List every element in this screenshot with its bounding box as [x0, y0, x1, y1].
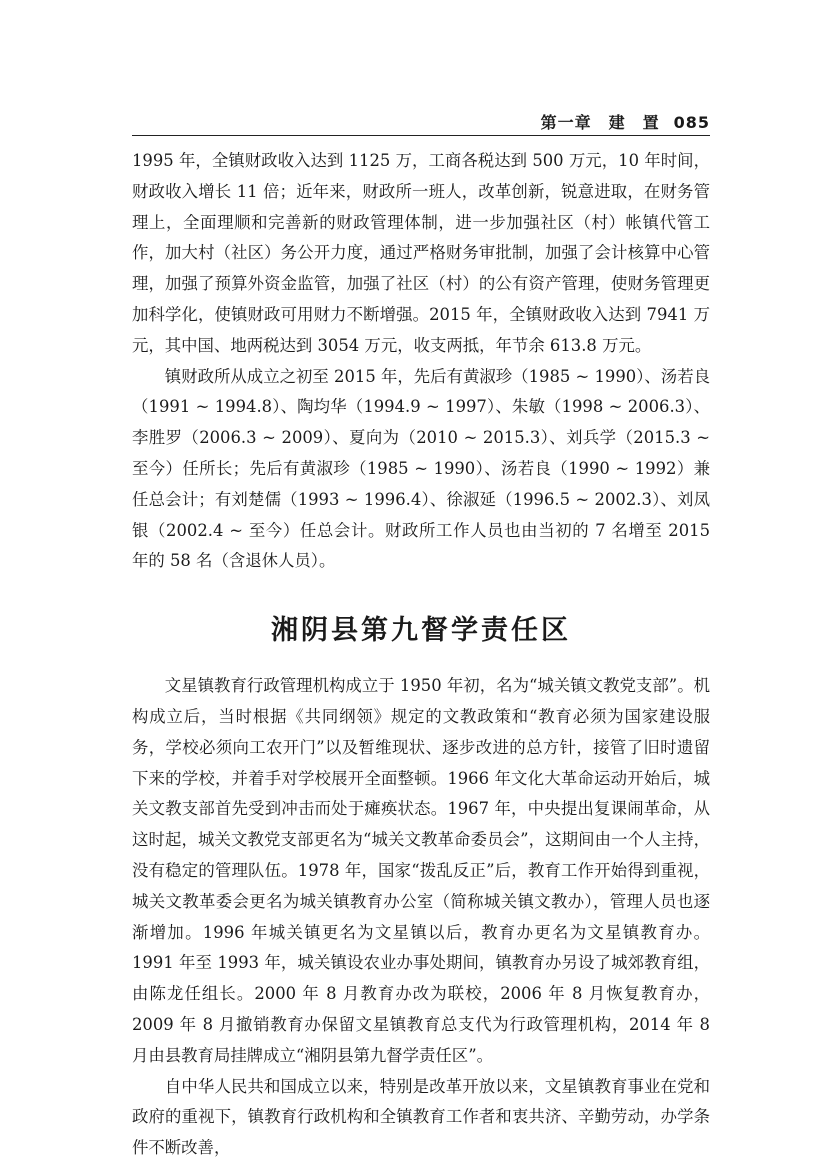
- paragraph-finance-2: 镇财政所从成立之初至 2015 年，先后有黄淑珍（1985 ~ 1990）、汤若良（1991 ~ 1994.8）、陶均华（1994.9 ~ 1997）、朱敏（1998 ~ 2006.3）、李胜罗（2006.3 ~ 2009）、夏向为（2010 ~ 2015.3）、刘兵学（2015.3 ~ 至今）任所长；先后有黄淑珍（1985 ~ 1990）、汤若良（1990 ~ 1992）兼任总会计；有刘楚儒（1993 ~ 1996.4）、徐淑延（1996.5 ~ 2002.3）、刘凤银（2002.4 ~ 至今）任总会计。财政所工作人员也由当初的 7 名增至 2015 年的 58 名（含退休人员）。: [132, 366, 710, 571]
- running-header: [132, 110, 710, 132]
- section-title: 湘阴县第九督学责任区: [271, 615, 571, 647]
- chapter-title: 第一章 建 置: [540, 113, 660, 132]
- body-text: [132, 146, 710, 1164]
- paragraph-finance-1: 1995 年，全镇财政收入达到 1125 万，工商各税达到 500 万元，10 年时间，财政收入增长 11 倍；近年来，财政所一班人，改革创新，锐意进取，在财务管理上，全面理顺和完善新的财政管理体制，进一步加强社区（村）帐镇代管工作，加大村（社区）务公开力度，通过严格财务审批制，加强了会计核算中心管理，加强了预算外资金监管，加强了社区（村）的公有资产管理，使财务管理更加科学化，使镇财政可用财力不断增强。2015 年，全镇财政收入达到 7941 万元，其中国、地两税达到 3054 万元，收支两抵，年节余 613.8 万元。: [132, 151, 710, 355]
- paragraph-education-1: 文星镇教育行政管理机构成立于 1950 年初，名为“城关镇文教党支部”。机构成立后，当时根据《共同纲领》规定的文教政策和“教育必须为国家建设服务，学校必须向工农开门”以及暂维现状、逐步改进的总方针，接管了旧时遗留下来的学校，并着手对学校展开全面整顿。1966 年文化大革命运动开始后，城关文教支部首先受到冲击而处于瘫痪状态。1967 年，中央提出复课闹革命，从这时起，城关文教党支部更名为“城关文教革命委员会”，这期间由一个人主持，没有稳定的管理队伍。1978 年，国家“拨乱反正”后，教育工作开始得到重视，城关文教革委会更名为城关镇教育办公室（简称城关镇文教办），管理人员也逐渐增加。1996 年城关镇更名为文星镇以后，教育办更名为文星镇教育办。1991 年至 1993 年，城关镇设农业办事处期间，镇教育办另设了城郊教育组，由陈龙任组长。2000 年 8 月教育办改为联校，2006 年 8 月恢复教育办，2009 年 8 月撤销教育办保留文星镇教育总支代为行政管理机构，2014 年 8 月由县教育局挂牌成立“湘阴县第九督学责任区”。: [132, 676, 710, 1065]
- header-rule: [132, 135, 710, 136]
- page-number: 085: [673, 113, 710, 132]
- paragraph-education-2: 自中华人民共和国成立以来，特别是改革开放以来，文星镇教育事业在党和政府的重视下，镇教育行政机构和全镇教育工作者和衷共济、辛勤劳动，办学条件不断改善，: [132, 1076, 710, 1158]
